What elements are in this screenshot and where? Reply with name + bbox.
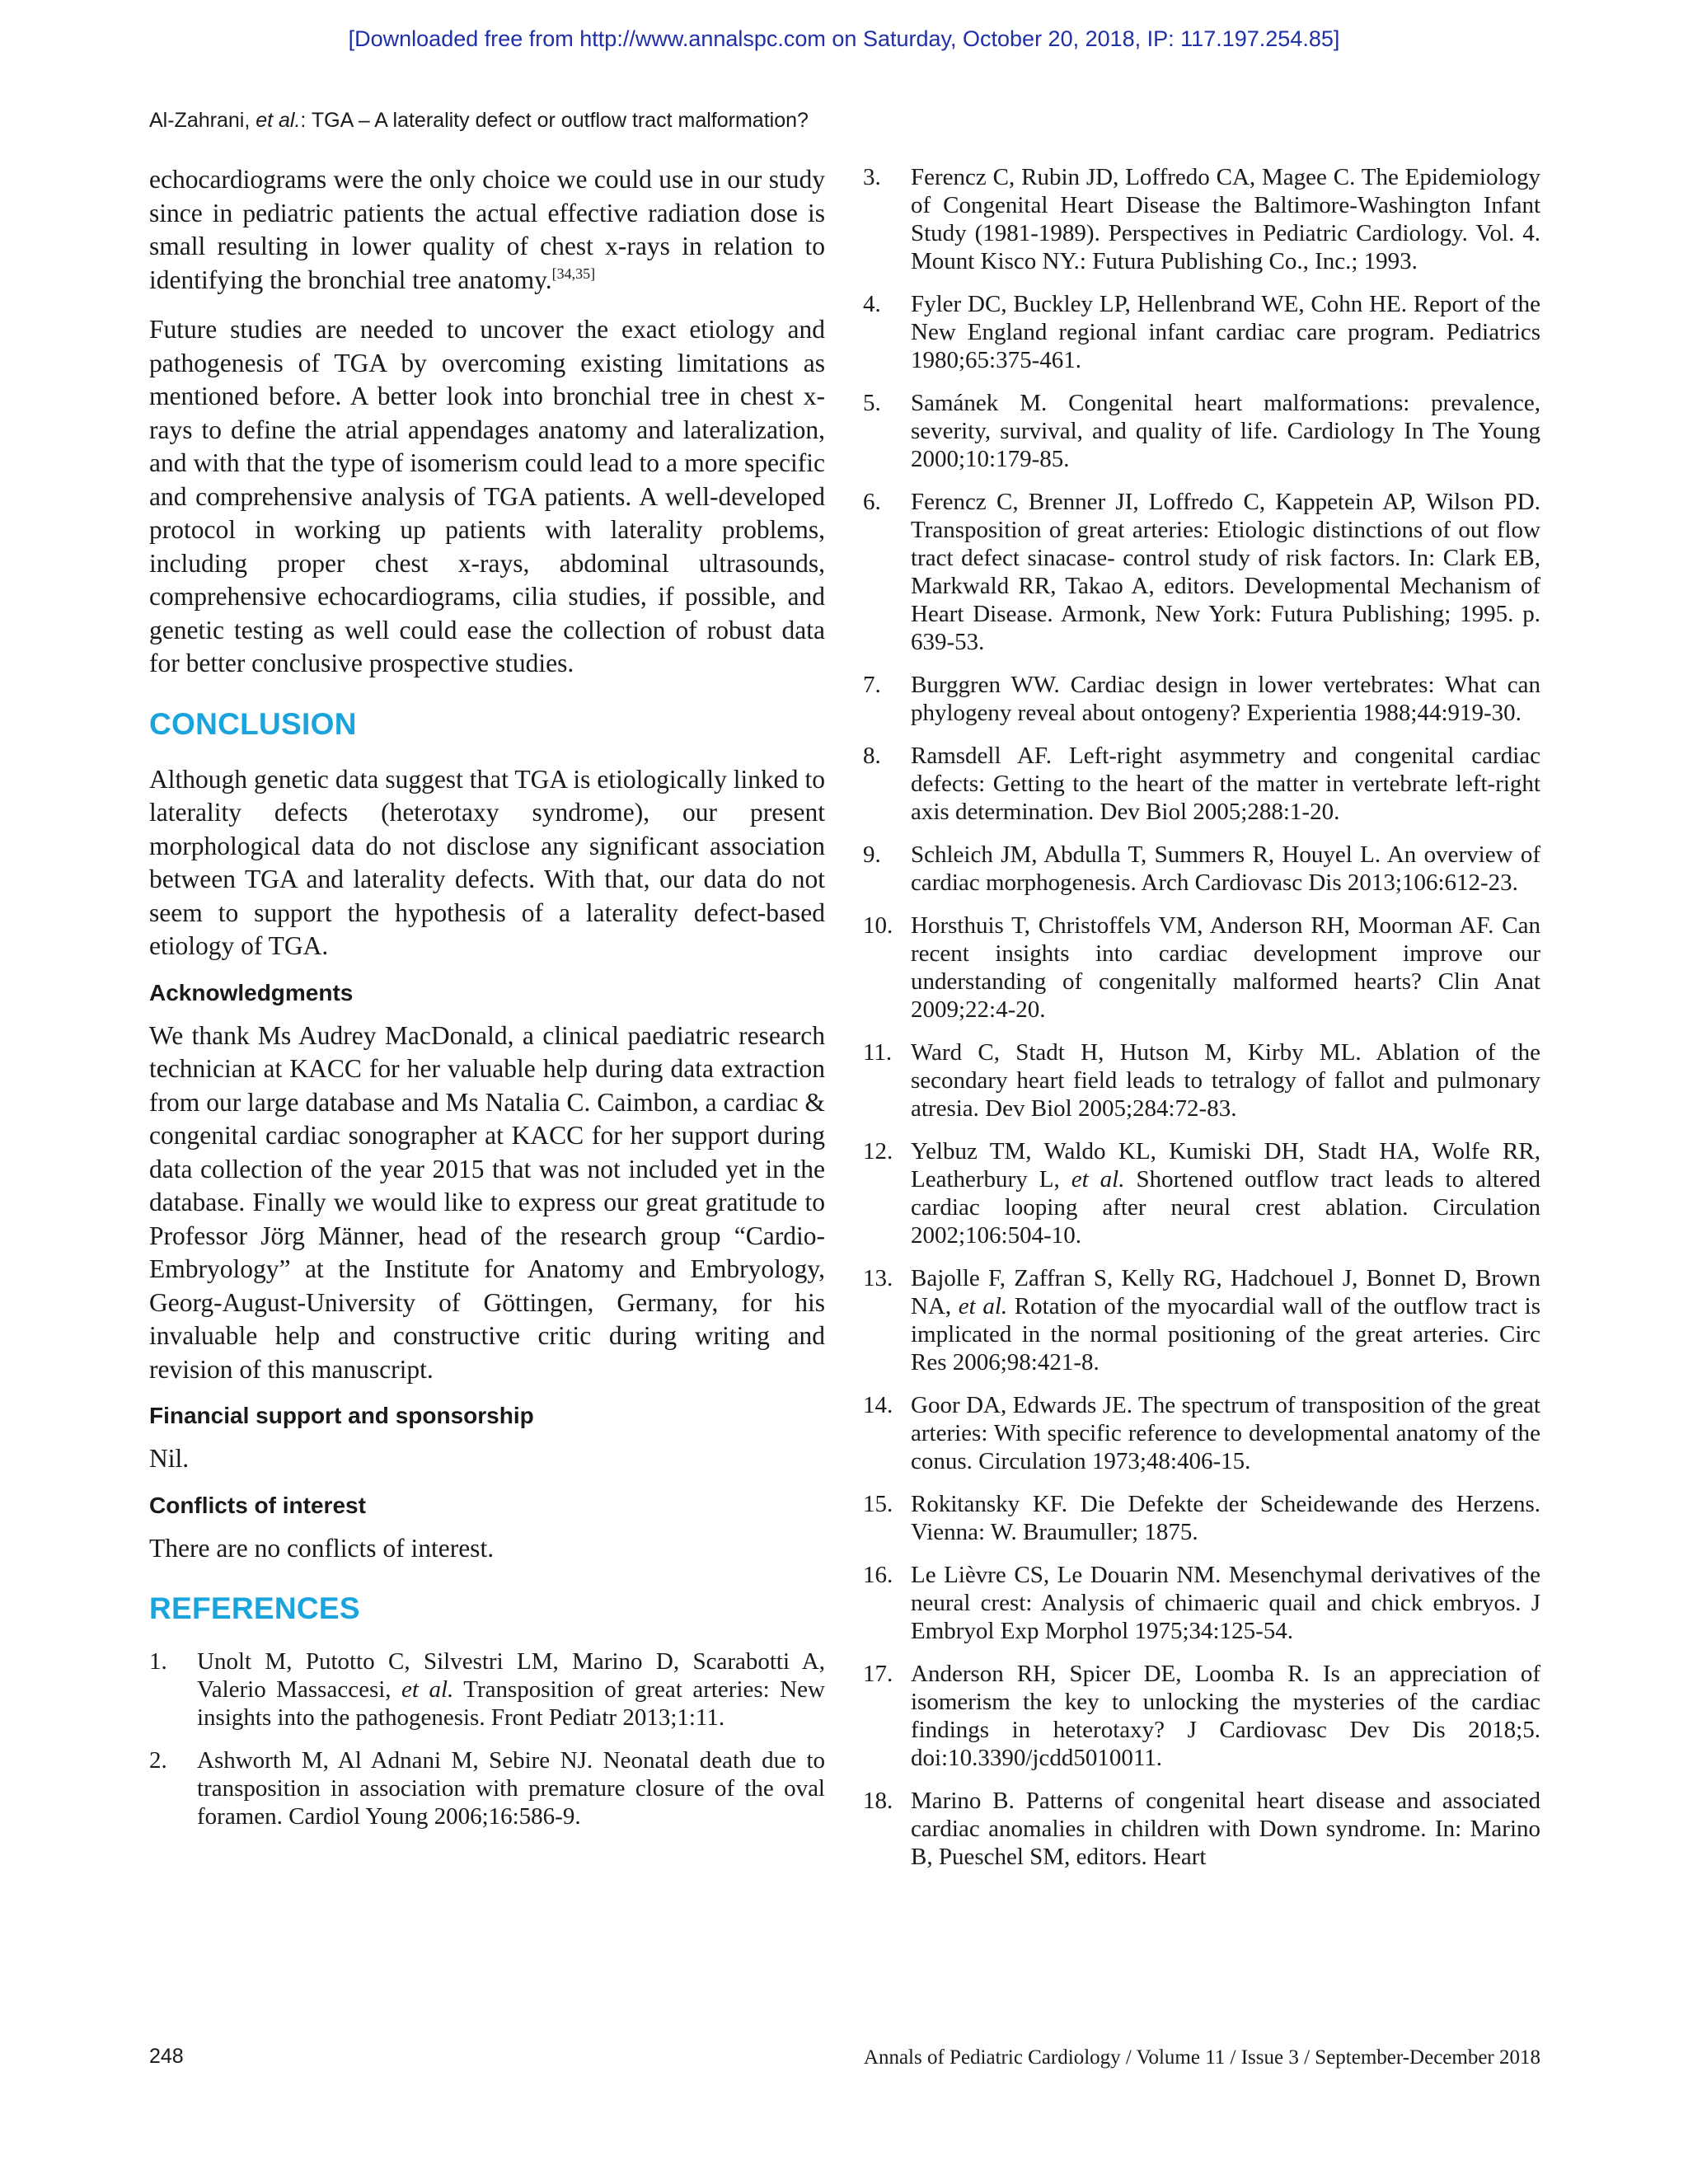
conclusion-heading: CONCLUSION	[149, 706, 357, 741]
reference-text: Le Lièvre CS, Le Douarin NM. Mesenchymal derivatives of the neural crest: Analysis of chimaeric quail and chick embryos. J Embryol Exp Morphol 1975;34:125-54.	[911, 1562, 1540, 1644]
reference-text: Ramsdell AF. Left-right asymmetry and congenital cardiac defects: Getting to the heart of the matter in vertebrate left-right axis determination. Dev Biol 2005;288:1-20.	[911, 743, 1540, 825]
running-head-authors: Al-Zahrani,	[149, 109, 256, 132]
body-paragraph-future-studies: Future studies are needed to uncover the exact etiology and pathogenesis of TGA by overcoming existing limitations as mentioned before. A better look into bronchial tree in chest x-rays to define the atrial appendages anatomy and lateralization, and with that the type of isomerism could lead to a more specific and comprehensive analysis of TGA patients. A well-developed protocol in working up patients with laterality problems, including proper chest x-rays, abdominal ultrasounds, comprehensive echocardiograms, cilia studies, if possible, and genetic testing as well could ease the collection of robust data for better conclusive prospective studies.	[149, 315, 825, 677]
reference-number: 18.	[863, 1788, 893, 1814]
reference-item	[863, 1391, 1540, 1475]
reference-number: 8.	[863, 743, 881, 769]
conclusion-paragraph: Although genetic data suggest that TGA is etiologically linked to laterality defects (heterotaxy syndrome), our present morphological data do not disclose any significant association between TGA and laterality defects. With that, our data do not seem to support the hypothesis of a laterality defect-based etiology of TGA.	[149, 764, 825, 960]
reference-item	[149, 1746, 825, 1830]
reference-number: 13.	[863, 1265, 893, 1291]
reference-number: 3.	[863, 164, 881, 190]
left-column	[149, 163, 825, 1845]
download-banner[interactable]: [Downloaded free from http://www.annalspc.com on Saturday, October 20, 2018, IP: 117.197.254.85]	[348, 26, 1340, 51]
financial-support-heading: Financial support and sponsorship	[149, 1403, 534, 1428]
reference-text: Burggren WW. Cardiac design in lower vertebrates: What can phylogeny reveal about ontogeny? Experientia 1988;44:919-30.	[911, 672, 1540, 726]
reference-item	[863, 671, 1540, 727]
reference-number: 16.	[863, 1562, 893, 1588]
reference-text: Ferencz C, Rubin JD, Loffredo CA, Magee C. The Epidemiology of Congenital Heart Disease the Baltimore-Washington Infant Study (1981-1989). Perspectives in Pediatric Cardiology. Vol. 4. Mount Kisco NY.: Futura Publishing Co., Inc.; 1993.	[911, 164, 1540, 274]
running-head-title: : TGA – A laterality defect or outflow tract malformation?	[300, 109, 809, 132]
conflicts-heading: Conflicts of interest	[149, 1492, 366, 1518]
reference-text: Unolt M, Putotto C, Silvestri LM, Marino D, Scarabotti A, Valerio Massaccesi, et al. Transposition of great arteries: New insights into the pathogenesis. Front Pediatr 2013;1:11.	[197, 1648, 825, 1731]
reference-item	[863, 1038, 1540, 1122]
running-head-etal: et al.	[256, 109, 301, 132]
acknowledgments-paragraph: We thank Ms Audrey MacDonald, a clinical paediatric research technician at KACC for her valuable help during data extraction from our large database and Ms Natalia C. Caimbon, a cardiac & congenital cardiac sonographer at KACC for her support during data collection of the year 2015 that was not included yet in the database. Finally we would like to express our great gratitude to Professor Jörg Männer, head of the research group “Cardio-Embryology” at the Institute for Anatomy and Embryology, Georg-August-University of Göttingen, Germany, for his invaluable help and constructive critic during writing and revision of this manuscript.	[149, 1020, 825, 1384]
body-paragraph-echocardiograms: echocardiograms were the only choice we could use in our study since in pediatric patients the actual effective radiation dose is small resulting in lower quality of chest x-rays in relation to identifying the bronchial tree anatomy.[34,35]	[149, 165, 825, 294]
reference-text: Bajolle F, Zaffran S, Kelly RG, Hadchouel J, Bonnet D, Brown NA, et al. Rotation of the myocardial wall of the outflow tract is implicated in the normal positioning of the great arteries. Circ Res 2006;98:421-8.	[911, 1265, 1540, 1376]
reference-text: Anderson RH, Spicer DE, Loomba R. Is an appreciation of isomerism the key to unlocking the mysteries of the cardiac findings in heterotaxy? J Cardiovasc Dev Dis 2018;5. doi:10.3390/jcdd5010011.	[911, 1661, 1540, 1771]
reference-number: 15.	[863, 1491, 893, 1517]
reference-item	[863, 1561, 1540, 1645]
reference-item	[863, 1137, 1540, 1249]
reference-number: 1.	[149, 1648, 167, 1675]
reference-text: Rokitansky KF. Die Defekte der Scheidewande des Herzens. Vienna: W. Braumuller; 1875.	[911, 1491, 1540, 1545]
reference-item	[863, 1490, 1540, 1546]
reference-text: Fyler DC, Buckley LP, Hellenbrand WE, Cohn HE. Report of the New England regional infant cardiac care program. Pediatrics 1980;65:375-461.	[911, 291, 1540, 373]
reference-text: Yelbuz TM, Waldo KL, Kumiski DH, Stadt HA, Wolfe RR, Leatherbury L, et al. Shortened outflow tract leads to altered cardiac looping after neural crest ablation. Circulation 2002;106:504-10.	[911, 1138, 1540, 1249]
reference-number: 6.	[863, 489, 881, 515]
reference-number: 10.	[863, 912, 893, 939]
page-number: 248	[149, 2045, 184, 2068]
reference-item	[863, 1660, 1540, 1772]
reference-item	[863, 1787, 1540, 1871]
reference-number: 9.	[863, 841, 881, 868]
citation-superscript[interactable]: [34,35]	[551, 265, 596, 282]
reference-number: 17.	[863, 1661, 893, 1687]
reference-number: 12.	[863, 1138, 893, 1165]
reference-number: 14.	[863, 1392, 893, 1418]
reference-item	[863, 290, 1540, 374]
reference-text: Goor DA, Edwards JE. The spectrum of transposition of the great arteries: With specific reference to developmental anatomy of the conus. Circulation 1973;48:406-15.	[911, 1392, 1540, 1474]
reference-text: Ward C, Stadt H, Hutson M, Kirby ML. Ablation of the secondary heart field leads to tetralogy of fallot and pulmonary atresia. Dev Biol 2005;284:72-83.	[911, 1039, 1540, 1122]
reference-text: Schleich JM, Abdulla T, Summers R, Houyel L. An overview of cardiac morphogenesis. Arch Cardiovasc Dis 2013;106:612-23.	[911, 841, 1540, 896]
financial-support-text: Nil.	[149, 1444, 190, 1473]
acknowledgments-heading: Acknowledgments	[149, 979, 354, 1005]
right-column	[863, 163, 1540, 1886]
conflicts-text: There are no conflicts of interest.	[149, 1533, 495, 1563]
reference-item	[863, 389, 1540, 473]
reference-text: Marino B. Patterns of congenital heart disease and associated cardiac anomalies in children with Down syndrome. In: Marino B, Pueschel SM, editors. Heart	[911, 1788, 1540, 1870]
reference-item	[863, 488, 1540, 656]
reference-item	[863, 742, 1540, 826]
reference-number: 4.	[863, 291, 881, 317]
reference-item	[863, 841, 1540, 897]
reference-list-left	[149, 1647, 825, 1830]
reference-item	[863, 912, 1540, 1024]
reference-item	[863, 1264, 1540, 1376]
reference-list-right	[863, 163, 1540, 1871]
reference-item	[863, 163, 1540, 275]
references-heading: REFERENCES	[149, 1591, 360, 1625]
reference-number: 2.	[149, 1747, 167, 1774]
reference-item	[149, 1647, 825, 1732]
reference-number: 11.	[863, 1039, 893, 1066]
reference-text: Horsthuis T, Christoffels VM, Anderson RH, Moorman AF. Can recent insights into cardiac development improve our understanding of congenitally malformed hearts? Clin Anat 2009;22:4-20.	[911, 912, 1540, 1023]
reference-number: 5.	[863, 390, 881, 416]
reference-text: Ferencz C, Brenner JI, Loffredo C, Kappetein AP, Wilson PD. Transposition of great arteries: Etiologic distinctions of out flow tract defect sinacase- control study of risk factors. In: Clark EB, Markwald RR, Takao A, editors. Developmental Mechanism of Heart Disease. Armonk, New York: Futura Publishing; 1995. p. 639-53.	[911, 489, 1540, 655]
journal-info: Annals of Pediatric Cardiology / Volume 11 / Issue 3 / September-December 2018	[863, 2046, 1540, 2069]
running-head	[149, 109, 809, 133]
reference-text: Samánek M. Congenital heart malformations: prevalence, severity, survival, and quality of life. Cardiology In The Young 2000;10:179-85.	[911, 390, 1540, 472]
reference-number: 7.	[863, 672, 881, 698]
reference-text: Ashworth M, Al Adnani M, Sebire NJ. Neonatal death due to transposition in association with premature closure of the oval foramen. Cardiol Young 2006;16:586-9.	[197, 1747, 825, 1830]
